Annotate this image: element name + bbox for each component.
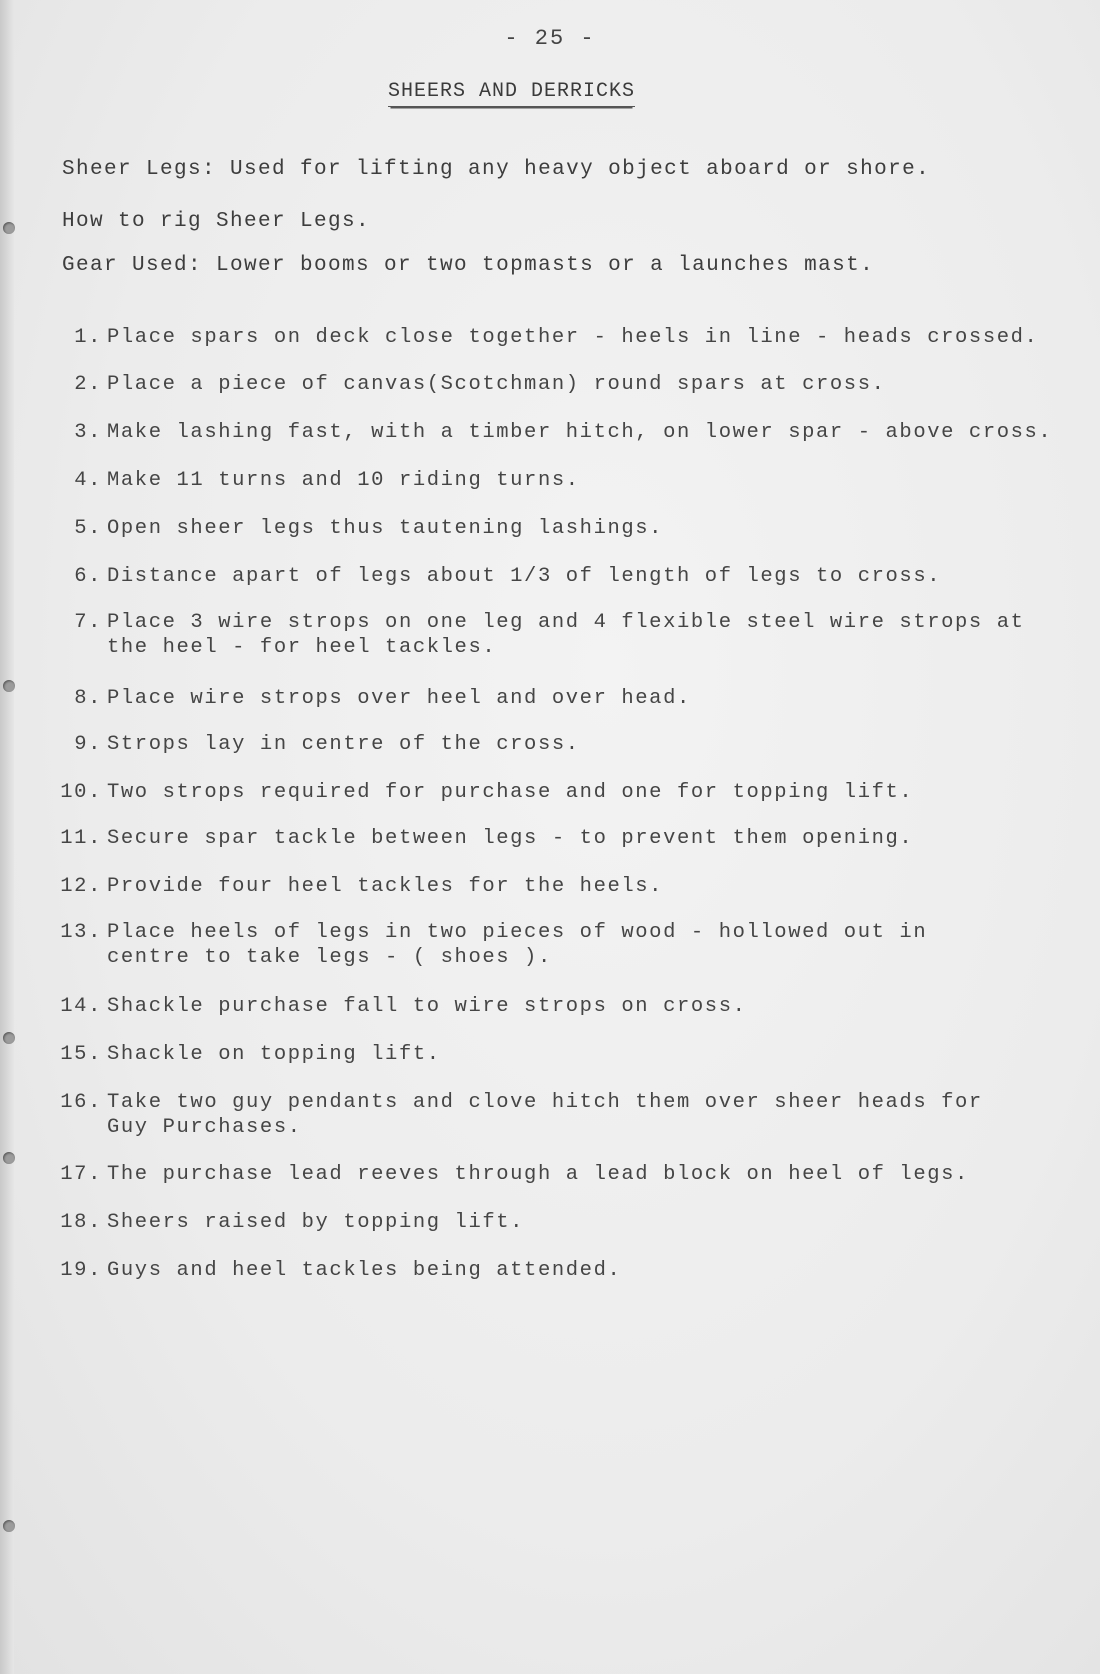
title-block bbox=[388, 80, 635, 107]
step-number: 12. bbox=[60, 875, 102, 898]
intro-sheer-legs: Sheer Legs: Used for lifting any heavy object aboard or shore. bbox=[62, 158, 931, 181]
step-number: 13. bbox=[60, 921, 102, 944]
step-text: Place heels of legs in two pieces of wood - hollowed out in centre to take legs - ( shoes ). bbox=[107, 921, 928, 969]
step-number: 16. bbox=[60, 1091, 102, 1114]
step-number: 6. bbox=[74, 565, 102, 588]
step-text: Shackle purchase fall to wire strops on cross. bbox=[107, 995, 747, 1018]
intro-gear-used: Gear Used: Lower booms or two topmasts or a launches mast. bbox=[62, 254, 875, 277]
step-number: 14. bbox=[60, 995, 102, 1018]
step-text: Make 11 turns and 10 riding turns. bbox=[107, 469, 580, 492]
punch-hole bbox=[3, 1032, 15, 1044]
step-text: Distance apart of legs about 1/3 of length of legs to cross. bbox=[107, 565, 942, 588]
punch-hole bbox=[3, 222, 15, 234]
step-text: Provide four heel tackles for the heels. bbox=[107, 875, 664, 898]
step-text: Shackle on topping lift. bbox=[107, 1043, 441, 1066]
step-number: 19. bbox=[60, 1259, 102, 1282]
step-text: Place wire strops over heel and over head. bbox=[107, 687, 691, 710]
page-number: - 25 - bbox=[504, 26, 596, 51]
step-number: 10. bbox=[60, 781, 102, 804]
step-number: 17. bbox=[60, 1163, 102, 1186]
step-number: 3. bbox=[74, 421, 102, 444]
step-number: 2. bbox=[74, 373, 102, 396]
step-number: 9. bbox=[74, 733, 102, 756]
step-number: 11. bbox=[60, 827, 102, 850]
step-text: Guys and heel tackles being attended. bbox=[107, 1259, 622, 1282]
step-text: The purchase lead reeves through a lead block on heel of legs. bbox=[107, 1163, 969, 1186]
step-number: 8. bbox=[74, 687, 102, 710]
step-text: Open sheer legs thus tautening lashings. bbox=[107, 517, 664, 540]
step-number: 1. bbox=[74, 326, 102, 349]
step-text: Place 3 wire strops on one leg and 4 flexible steel wire strops at the heel - for heel tackles. bbox=[107, 611, 1025, 659]
intro-how-to-rig: How to rig Sheer Legs. bbox=[62, 210, 371, 233]
step-number: 4. bbox=[74, 469, 102, 492]
punch-hole bbox=[3, 1520, 15, 1532]
step-text: Two strops required for purchase and one for topping lift. bbox=[107, 781, 914, 804]
step-number: 18. bbox=[60, 1211, 102, 1234]
punch-hole bbox=[3, 1152, 15, 1164]
punch-hole bbox=[3, 680, 15, 692]
step-text: Make lashing fast, with a timber hitch, on lower spar - above cross. bbox=[107, 421, 1053, 444]
step-number: 7. bbox=[74, 611, 102, 634]
page-title: SHEERS AND DERRICKS bbox=[388, 80, 635, 107]
step-number: 5. bbox=[74, 517, 102, 540]
page-left-edge bbox=[0, 0, 14, 1674]
step-text: Take two guy pendants and clove hitch them over sheer heads for Guy Purchases. bbox=[107, 1091, 983, 1139]
step-text: Place a piece of canvas(Scotchman) round spars at cross. bbox=[107, 373, 886, 396]
step-text: Place spars on deck close together - heels in line - heads crossed. bbox=[107, 326, 1039, 349]
step-text: Secure spar tackle between legs - to prevent them opening. bbox=[107, 827, 914, 850]
step-text: Strops lay in centre of the cross. bbox=[107, 733, 580, 756]
step-text: Sheers raised by topping lift. bbox=[107, 1211, 525, 1234]
step-number: 15. bbox=[60, 1043, 102, 1066]
